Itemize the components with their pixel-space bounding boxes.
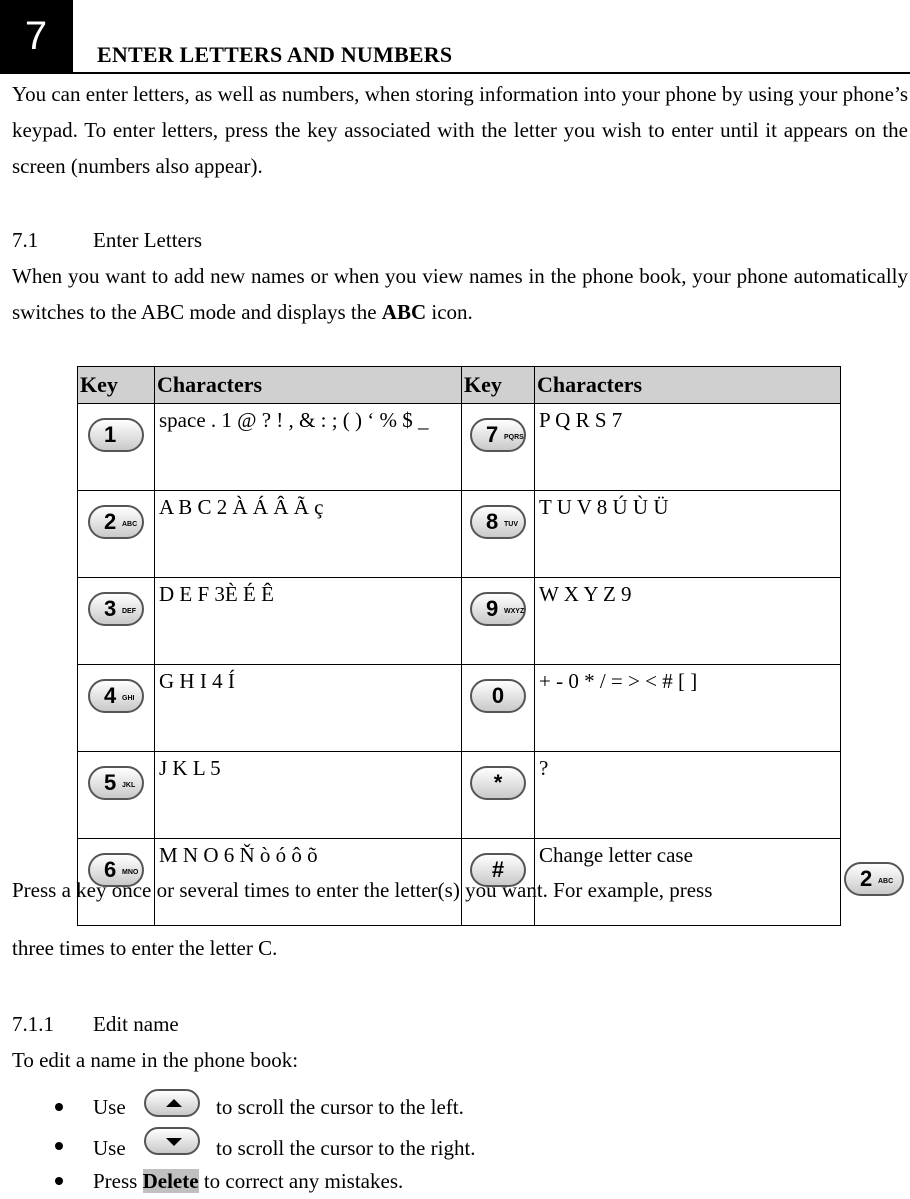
key-0-icon: 0 bbox=[470, 679, 526, 713]
table-row bbox=[78, 404, 841, 491]
key-2-icon: 2 ABC bbox=[844, 862, 904, 902]
key-7-icon: 7 PQRS bbox=[470, 418, 526, 452]
chapter-rule bbox=[0, 72, 910, 74]
bullet-delete: Press Delete to correct any mistakes. bbox=[93, 1169, 404, 1193]
bullet-left-scroll: Use bbox=[93, 1095, 126, 1119]
chapter-title: ENTER LETTERS AND NUMBERS bbox=[97, 42, 453, 67]
section-paragraph bbox=[12, 258, 908, 330]
characters-cell: space . 1 @ ? ! , & : ; ( ) ‘ % $ _ bbox=[155, 404, 462, 491]
characters-cell: Change letter case bbox=[535, 839, 841, 926]
characters-cell: J K L 5 bbox=[155, 752, 462, 839]
key-cell bbox=[462, 665, 535, 752]
header-characters-left: Characters bbox=[155, 367, 462, 404]
key-9-icon: 9 WXYZ bbox=[470, 592, 526, 626]
key-cell bbox=[462, 752, 535, 839]
chapter-number: 7 bbox=[0, 0, 72, 72]
key-4-icon: 4 GHI bbox=[88, 679, 144, 713]
table-row bbox=[78, 491, 841, 578]
key-8-icon: 8 TUV bbox=[470, 505, 526, 539]
section-number: 7.1 bbox=[12, 228, 39, 252]
characters-cell: P Q R S 7 bbox=[535, 404, 841, 491]
bullet-right-scroll-text: to scroll the cursor to the right. bbox=[216, 1136, 476, 1160]
characters-cell: ? bbox=[535, 752, 841, 839]
up-arrow-icon bbox=[144, 1089, 200, 1123]
table-row bbox=[78, 578, 841, 665]
key-cell bbox=[78, 752, 155, 839]
intro-paragraph: You can enter letters, as well as numbers, when storing information into your phone by using your phone’s keypad. To enter letters, press the key associated with the letter you wish to enter until it appears on the screen (numbers also appear). bbox=[12, 82, 908, 178]
subsection-intro: To edit a name in the phone book: bbox=[12, 1048, 299, 1072]
header-key-left: Key bbox=[78, 367, 155, 404]
key-cell bbox=[78, 578, 155, 665]
characters-cell: W X Y Z 9 bbox=[535, 578, 841, 665]
characters-cell: G H I 4 Í bbox=[155, 665, 462, 752]
characters-cell: T U V 8 Ú Ù Ü bbox=[535, 491, 841, 578]
characters-cell: D E F 3È É Ê bbox=[155, 578, 462, 665]
key-cell bbox=[462, 491, 535, 578]
bullet-right-scroll: Use bbox=[93, 1136, 126, 1160]
table-header-row bbox=[78, 367, 841, 404]
chapter-divider bbox=[72, 0, 85, 72]
key-3-icon: 3 DEF bbox=[88, 592, 144, 626]
table-row bbox=[78, 665, 841, 752]
key-5-icon: 5 JKL bbox=[88, 766, 144, 800]
table-row bbox=[78, 752, 841, 839]
press-example-line bbox=[12, 872, 712, 908]
section-title: Enter Letters bbox=[93, 228, 203, 252]
key-cell bbox=[78, 491, 155, 578]
abc-label: ABC bbox=[381, 300, 427, 324]
key-cell bbox=[462, 578, 535, 665]
key-hash-icon: # bbox=[470, 853, 526, 887]
subsection-title: Edit name bbox=[93, 1012, 179, 1036]
characters-cell: + - 0 * / = > < # [ ] bbox=[535, 665, 841, 752]
down-arrow-icon bbox=[144, 1127, 200, 1161]
key-star-icon: * bbox=[470, 766, 526, 800]
key-2-icon: 2 ABC bbox=[88, 505, 144, 539]
key-character-table bbox=[77, 366, 841, 926]
key-cell bbox=[78, 665, 155, 752]
key-cell bbox=[78, 404, 155, 491]
bullet-left-scroll-text: to scroll the cursor to the left. bbox=[216, 1095, 464, 1119]
header-key-right: Key bbox=[462, 367, 535, 404]
press-text: Press a key once or several times to enter the letter(s) you want. For example, press bbox=[12, 878, 713, 902]
delete-key-label: Delete bbox=[142, 1169, 199, 1193]
section-text-before: When you want to add new names or when you view names in the phone book, your phone automatically switches to the ABC mode and displays the bbox=[12, 264, 908, 324]
characters-cell: M N O 6 Ň ò ó ô õ bbox=[155, 839, 462, 926]
characters-cell: A B C 2 À Á Â Ã ç bbox=[155, 491, 462, 578]
key-1-icon: 1 bbox=[88, 418, 144, 452]
section-text-after: icon. bbox=[426, 300, 473, 324]
header-characters-right: Characters bbox=[535, 367, 841, 404]
press-example-continued: three times to enter the letter C. bbox=[12, 936, 278, 960]
bullet-dot bbox=[55, 1142, 63, 1150]
bullet-dot bbox=[55, 1103, 63, 1111]
bullet-dot bbox=[55, 1177, 63, 1185]
key-cell bbox=[462, 404, 535, 491]
subsection-number: 7.1.1 bbox=[12, 1012, 54, 1036]
key-6-icon: 6 MNO bbox=[88, 853, 144, 887]
